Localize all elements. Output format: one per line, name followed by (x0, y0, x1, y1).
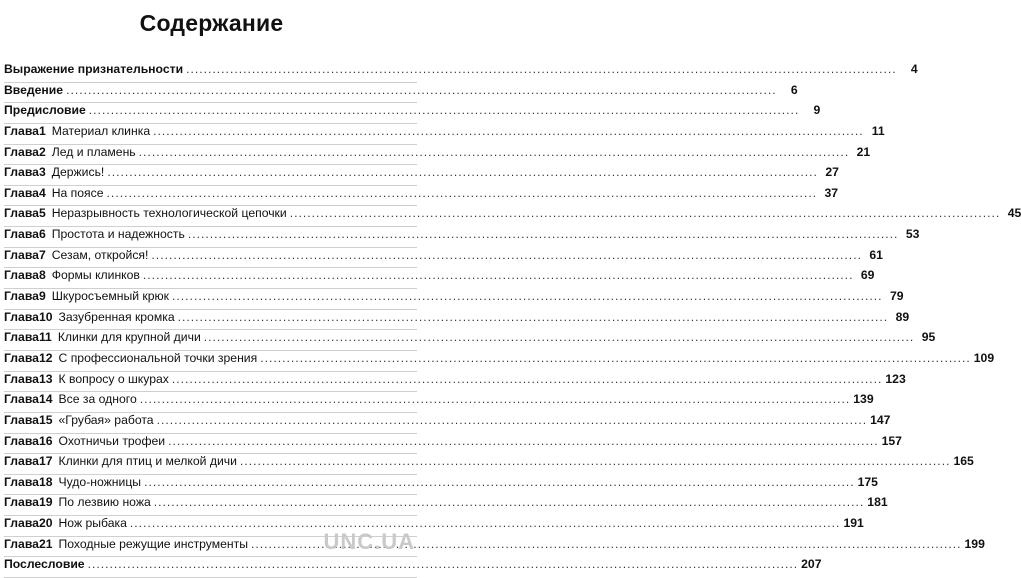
chapter-title: Все за одного (58, 392, 137, 407)
chapter-title: Нож рыбака (58, 516, 127, 531)
chapter-title: Материал клинка (51, 123, 151, 138)
chapter-title: Походные режущие инструменты (58, 536, 248, 551)
chapter-title: Держись! (51, 165, 105, 180)
chapter-title: К вопросу о шкурах (58, 371, 169, 386)
chapter-number: 21 (38, 536, 53, 551)
chapter-number: 4 (38, 185, 46, 200)
page-number: 11 (871, 123, 885, 138)
chapter-title: Лед и пламень (51, 144, 136, 159)
page-number: 191 (843, 516, 864, 531)
chapter-word: Глава (4, 392, 39, 407)
dot-leader (143, 268, 854, 282)
dot-leader (168, 434, 879, 448)
chapter-word: Глава (4, 309, 39, 324)
toc-chapter-entry (4, 474, 878, 496)
page-number: 6 (790, 82, 798, 97)
toc-chapter-entry (4, 412, 891, 434)
toc-chapter-entry (4, 371, 906, 393)
chapter-number: 16 (38, 433, 53, 448)
dot-leader (157, 413, 868, 427)
chapter-number: 7 (38, 247, 46, 262)
chapter-title: Неразрывность технологической цепочки (51, 206, 287, 221)
chapter-word: Глава (4, 454, 39, 469)
page-number: 21 (856, 144, 871, 159)
page-number: 157 (881, 433, 902, 448)
chapter-title: С профессиональной точки зрения (58, 350, 258, 365)
chapter-word: Глава (4, 227, 39, 242)
chapter-number: 5 (38, 206, 46, 221)
chapter-number: 12 (38, 350, 53, 365)
page-number: 207 (801, 557, 822, 572)
page-number: 61 (869, 247, 883, 262)
watermark: UNC.UA (323, 529, 415, 554)
chapter-title: Клинки для крупной дичи (57, 330, 201, 345)
chapter-number: 2 (38, 144, 46, 159)
dot-leader (172, 372, 883, 386)
chapter-list (4, 123, 1021, 557)
dot-leader (188, 227, 899, 241)
page-title: Содержание (139, 10, 284, 36)
chapter-number: 20 (38, 516, 53, 531)
chapter-word: Глава (4, 289, 39, 304)
dot-leader (139, 145, 850, 159)
chapter-number: 17 (38, 454, 53, 469)
toc-entry (4, 557, 822, 578)
chapter-number: 19 (38, 495, 53, 510)
chapter-title: Сезам, откройся! (51, 247, 149, 262)
chapter-number: 11 (38, 330, 52, 345)
toc-entry (4, 62, 918, 83)
entry-title: Послесловие (4, 557, 85, 572)
chapter-number: 9 (38, 289, 46, 304)
chapter-word: Глава (4, 371, 39, 386)
page-number: 4 (910, 62, 918, 76)
chapter-word: Глава (4, 433, 39, 448)
entry-title: Введение (4, 82, 64, 97)
page-number: 139 (853, 392, 874, 407)
chapter-word: Глава (4, 123, 39, 138)
entry-title: Предисловие (4, 103, 86, 118)
chapter-word: Глава (4, 495, 39, 510)
table-of-contents (4, 62, 1021, 578)
toc-chapter-entry (4, 350, 995, 372)
chapter-number: 10 (38, 309, 53, 324)
dot-leader (178, 310, 889, 324)
toc-chapter-entry (4, 433, 902, 455)
chapter-word: Глава (4, 330, 39, 345)
chapter-word: Глава (4, 516, 39, 531)
page-number: 9 (813, 103, 821, 118)
page-number: 95 (921, 330, 936, 345)
page-number: 175 (857, 474, 878, 489)
toc-chapter-entry (4, 247, 883, 269)
toc-chapter-entry (4, 165, 839, 186)
dot-leader (204, 330, 915, 344)
page-number: 27 (825, 165, 839, 180)
chapter-title: «Грубая» работа (58, 412, 154, 427)
toc-chapter-entry (4, 268, 875, 289)
chapter-word: Глава (4, 536, 39, 551)
toc-chapter-entry (4, 454, 974, 475)
dot-leader (130, 516, 841, 530)
chapter-number: 18 (38, 474, 53, 489)
dot-leader (186, 62, 897, 76)
dot-leader (66, 83, 777, 97)
entry-title: Выражение признательности (4, 62, 184, 76)
chapter-title: По лезвию ножа (58, 495, 151, 510)
page-number: 165 (953, 454, 974, 469)
chapter-number: 1 (38, 123, 46, 138)
dot-leader (153, 124, 864, 138)
toc-chapter-entry (4, 289, 904, 310)
chapter-title: Зазубренная кромка (58, 309, 175, 324)
dot-leader (260, 351, 971, 365)
page-number: 69 (860, 268, 875, 283)
toc-chapter-entry (4, 144, 871, 166)
page-number: 123 (885, 371, 906, 386)
dot-leader (144, 475, 855, 489)
chapter-title: Чудо-ножницы (58, 474, 142, 489)
chapter-title: Формы клинков (51, 268, 140, 283)
chapter-word: Глава (4, 185, 39, 200)
page-number: 45 (1007, 206, 1021, 221)
chapter-word: Глава (4, 412, 39, 427)
page-number: 147 (870, 412, 891, 427)
dot-leader (151, 248, 862, 262)
page-number: 37 (824, 185, 839, 200)
chapter-title: На поясе (51, 185, 104, 200)
toc-chapter-entry (4, 206, 1021, 227)
dot-leader (290, 206, 1001, 220)
front-matter-list (4, 62, 918, 124)
chapter-number: 13 (38, 371, 53, 386)
page-number: 109 (973, 350, 995, 365)
chapter-number: 15 (38, 412, 53, 427)
page-number: 53 (905, 227, 920, 242)
dot-leader (107, 165, 818, 179)
chapter-number: 14 (38, 392, 53, 407)
page-number: 181 (867, 495, 888, 510)
toc-chapter-entry (4, 392, 874, 413)
dot-leader (172, 289, 883, 303)
chapter-word: Глава (4, 350, 39, 365)
chapter-title: Охотничьи трофеи (58, 433, 166, 448)
page-number: 199 (964, 536, 985, 551)
chapter-title: Простота и надежность (51, 227, 185, 242)
chapter-word: Глава (4, 268, 39, 283)
toc-chapter-entry (4, 495, 888, 516)
dot-leader (107, 186, 818, 200)
page-number: 89 (895, 309, 910, 324)
chapter-number: 3 (38, 165, 46, 180)
toc-entry (4, 103, 821, 124)
chapter-number: 8 (38, 268, 46, 283)
toc-chapter-entry (4, 185, 839, 207)
toc-chapter-entry (4, 330, 936, 351)
dot-leader (240, 454, 951, 468)
dot-leader (89, 103, 800, 117)
chapter-word: Глава (4, 144, 39, 159)
chapter-word: Глава (4, 474, 39, 489)
chapter-title: Клинки для птиц и мелкой дичи (58, 454, 237, 469)
page-number: 79 (890, 289, 904, 304)
chapter-word: Глава (4, 247, 39, 262)
toc-chapter-entry (4, 227, 920, 248)
chapter-number: 6 (38, 227, 46, 242)
toc-chapter-entry (4, 309, 910, 331)
dot-leader (88, 557, 799, 571)
back-matter-list (4, 557, 822, 578)
chapter-word: Глава (4, 165, 39, 180)
chapter-title: Шкуросъемный крюк (51, 289, 170, 304)
toc-chapter-entry (4, 123, 885, 145)
chapter-word: Глава (4, 206, 39, 221)
toc-entry (4, 82, 798, 104)
dot-leader (154, 495, 865, 509)
dot-leader (140, 392, 851, 406)
